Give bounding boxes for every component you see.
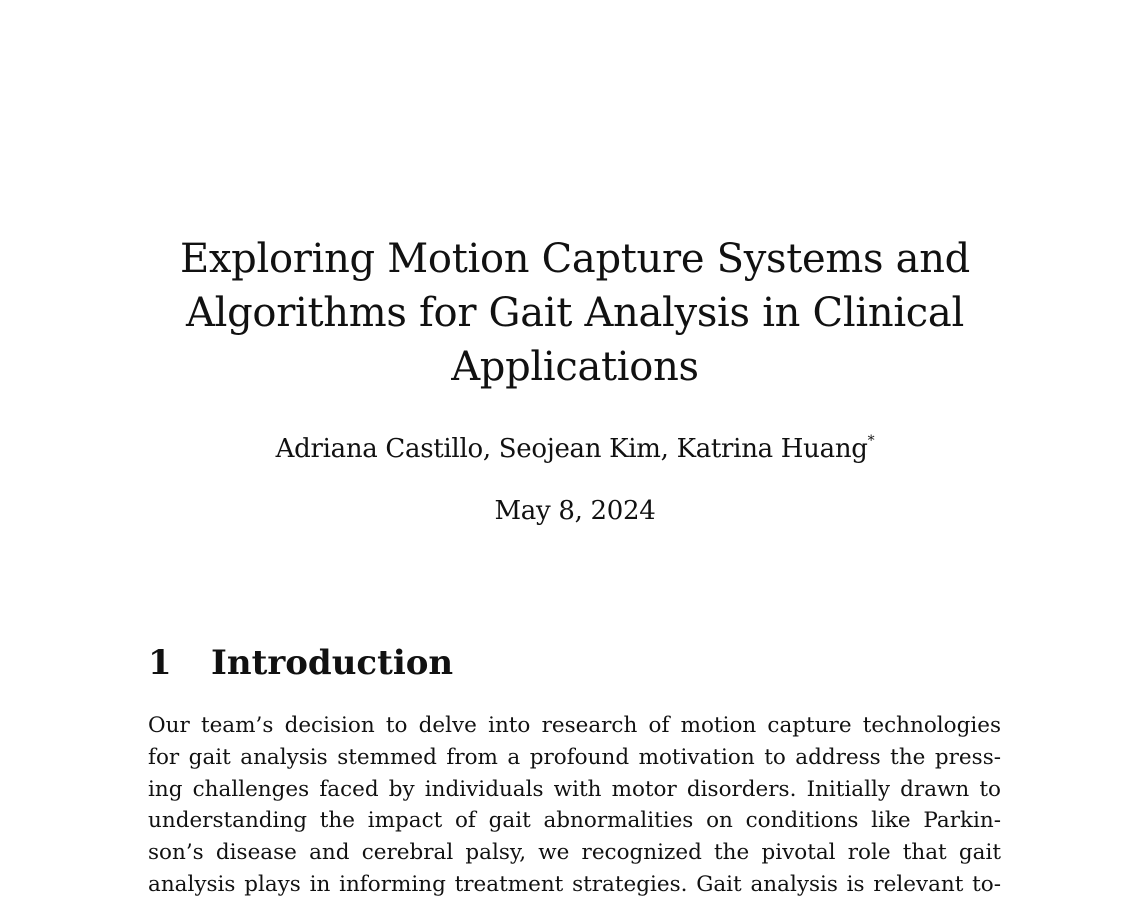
title-line: Exploring Motion Capture Systems and <box>180 236 970 282</box>
paragraph-line: Our team’s decision to delve into research of motion capture technologies <box>148 713 1001 738</box>
section-title: Introduction <box>211 643 454 683</box>
publication-date: May 8, 2024 <box>494 496 656 526</box>
paragraph-line: for gait analysis stemmed from a profound motivation to address the press- <box>148 744 1001 770</box>
introduction-paragraph <box>148 710 1001 901</box>
author-names: Adriana Castillo, Seojean Kim, Katrina Huang <box>275 434 868 464</box>
author-list <box>150 432 1000 466</box>
paragraph-line: son’s disease and cerebral palsy, we recognized the pivotal role that gait <box>148 840 1001 866</box>
section-number: 1 <box>148 643 172 683</box>
paragraph-line: understanding the impact of gait abnormalities on conditions like Parkin- <box>148 808 1001 834</box>
paper-title <box>150 232 1000 394</box>
author-footnote-mark[interactable]: * <box>867 433 875 449</box>
title-line: Algorithms for Gait Analysis in Clinical <box>186 290 964 336</box>
section-heading <box>148 640 453 686</box>
paragraph-line: analysis plays in informing treatment strategies. Gait analysis is relevant to- <box>148 871 1001 897</box>
paragraph-line: ing challenges faced by individuals with motor disorders. Initially drawn to <box>148 776 1001 802</box>
title-line: Applications <box>451 344 699 390</box>
